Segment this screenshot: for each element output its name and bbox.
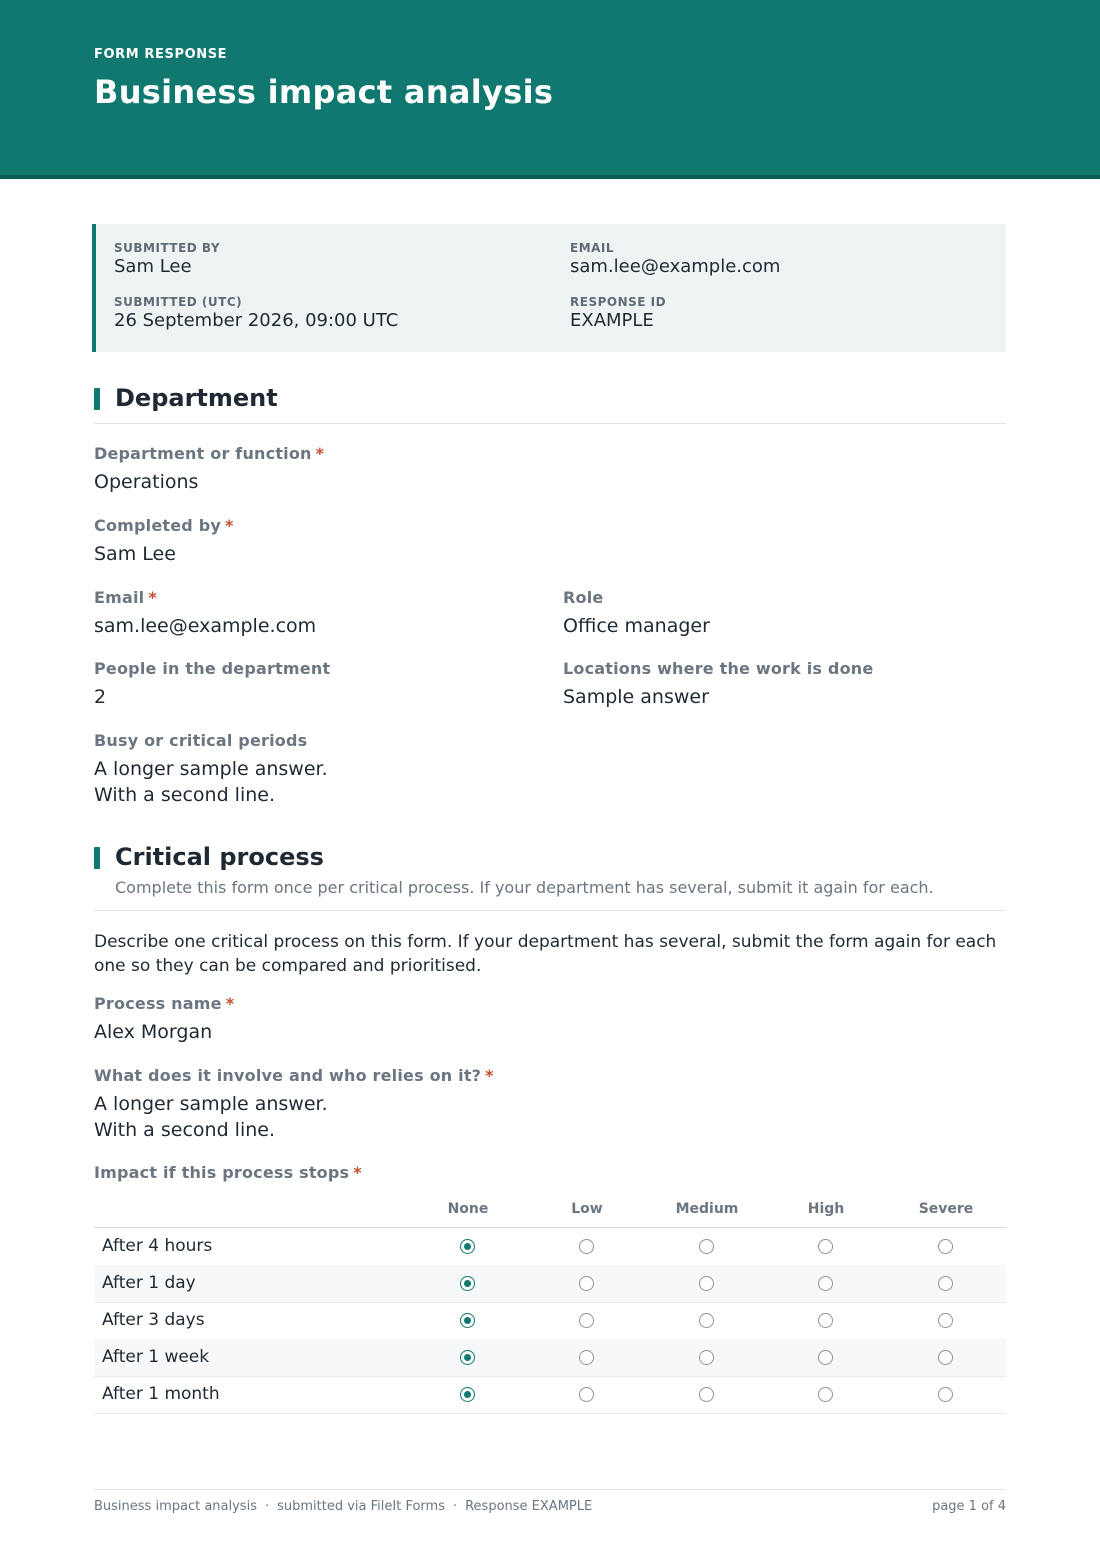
- field-label: Busy or critical periods: [94, 731, 308, 750]
- required-marker: *: [485, 1066, 494, 1085]
- field-department: [94, 444, 324, 495]
- required-marker: *: [225, 516, 234, 535]
- section-department: [94, 383, 1006, 424]
- impact-radio-low[interactable]: [579, 1350, 594, 1365]
- footer-via: submitted via FileIt Forms: [277, 1499, 445, 1514]
- page-footer: [94, 1489, 1006, 1514]
- impact-radio-severe[interactable]: [938, 1313, 953, 1328]
- impact-radio-low[interactable]: [579, 1239, 594, 1254]
- field-label: Department or function *: [94, 444, 325, 463]
- impact-radio-none[interactable]: [460, 1239, 475, 1254]
- impact-radio-none[interactable]: [460, 1387, 475, 1402]
- section-critical-process: [94, 843, 1006, 911]
- meta-value: EXAMPLE: [570, 310, 654, 331]
- impact-row: [94, 1228, 1006, 1266]
- impact-radio-high[interactable]: [818, 1239, 833, 1254]
- field-label: Locations where the work is done: [563, 659, 874, 678]
- field-label: Process name *: [94, 994, 235, 1013]
- field-completed-by: [94, 516, 234, 567]
- impact-row-label: After 1 month: [102, 1384, 220, 1404]
- meta-label: RESPONSE ID: [570, 295, 667, 309]
- meta-value: sam.lee@example.com: [570, 256, 781, 277]
- impact-radio-severe[interactable]: [938, 1387, 953, 1402]
- impact-radio-medium[interactable]: [699, 1387, 714, 1402]
- impact-radio-medium[interactable]: [699, 1313, 714, 1328]
- impact-radio-high[interactable]: [818, 1313, 833, 1328]
- field-value: A longer sample answer. With a second line.: [94, 1093, 328, 1141]
- impact-row-label: After 4 hours: [102, 1236, 213, 1256]
- impact-row-label: After 1 week: [102, 1347, 210, 1367]
- footer-response: Response EXAMPLE: [465, 1499, 593, 1514]
- field-involvement: [94, 1066, 494, 1143]
- meta-label: SUBMITTED (UTC): [114, 295, 243, 309]
- form-eyebrow: FORM RESPONSE: [94, 47, 228, 62]
- meta-label: SUBMITTED BY: [114, 241, 221, 255]
- submission-meta: [92, 224, 1006, 352]
- impact-radio-low[interactable]: [579, 1276, 594, 1291]
- section-title: Department: [115, 384, 278, 412]
- impact-radio-medium[interactable]: [699, 1276, 714, 1291]
- meta-value: Sam Lee: [114, 256, 192, 277]
- impact-radio-low[interactable]: [579, 1387, 594, 1402]
- field-label: Completed by *: [94, 516, 234, 535]
- meta-submitted-by: [114, 241, 220, 277]
- impact-row: [94, 1302, 1006, 1340]
- section-accent-bar: [94, 847, 100, 869]
- impact-radio-none[interactable]: [460, 1350, 475, 1365]
- field-label: Email *: [94, 588, 157, 607]
- meta-submitted-utc: [114, 295, 398, 331]
- header-banner: [0, 0, 1100, 179]
- footer-form-name: Business impact analysis: [94, 1499, 257, 1514]
- field-value: Operations: [94, 471, 199, 493]
- required-marker: *: [225, 994, 235, 1013]
- impact-row: [94, 1265, 1006, 1303]
- impact-radio-medium[interactable]: [699, 1350, 714, 1365]
- field-people: [94, 659, 330, 710]
- field-value: Office manager: [563, 615, 710, 637]
- impact-column-header: Low: [571, 1201, 603, 1217]
- field-value: Sam Lee: [94, 543, 176, 565]
- field-impact: [94, 1163, 362, 1182]
- impact-column-header: High: [807, 1201, 845, 1217]
- impact-grid-header: [94, 1192, 1006, 1228]
- impact-radio-severe[interactable]: [938, 1239, 953, 1254]
- required-marker: *: [315, 444, 325, 463]
- impact-row-label: After 1 day: [102, 1273, 196, 1293]
- impact-row: [94, 1376, 1006, 1414]
- field-role: [563, 588, 710, 639]
- impact-column-header: Medium: [675, 1201, 739, 1217]
- impact-radio-high[interactable]: [818, 1276, 833, 1291]
- meta-label: EMAIL: [570, 241, 615, 255]
- field-value: A longer sample answer. With a second line.: [94, 758, 328, 806]
- required-marker: *: [148, 588, 157, 607]
- impact-radio-low[interactable]: [579, 1313, 594, 1328]
- field-label: Role: [563, 588, 604, 607]
- field-process-name: [94, 994, 234, 1045]
- page-number: page 1 of 4: [932, 1499, 1006, 1514]
- page-title: Business impact analysis: [94, 73, 554, 111]
- field-email: [94, 588, 316, 639]
- field-value: 2: [94, 686, 107, 708]
- field-value: Alex Morgan: [94, 1021, 213, 1043]
- field-label: What does it involve and who relies on it? *: [94, 1066, 494, 1085]
- impact-column-header: Severe: [918, 1201, 974, 1217]
- required-marker: *: [353, 1163, 362, 1182]
- field-label: Impact if this process stops *: [94, 1163, 362, 1182]
- impact-radio-severe[interactable]: [938, 1350, 953, 1365]
- section-accent-bar: [94, 388, 100, 410]
- footer-separator: ·: [264, 1499, 270, 1514]
- section-intro: Describe one critical process on this form. If your department has several, submit the form again for each one so they can be compared and prioritised.: [94, 932, 997, 976]
- meta-email: [570, 241, 780, 277]
- impact-radio-severe[interactable]: [938, 1276, 953, 1291]
- impact-radio-medium[interactable]: [699, 1239, 714, 1254]
- impact-radio-high[interactable]: [818, 1387, 833, 1402]
- impact-radio-none[interactable]: [460, 1313, 475, 1328]
- field-label: People in the department: [94, 659, 331, 678]
- footer-separator: ·: [452, 1499, 458, 1514]
- field-locations: [563, 659, 873, 710]
- impact-row: [94, 1339, 1006, 1377]
- impact-column-header: None: [447, 1201, 489, 1217]
- impact-radio-high[interactable]: [818, 1350, 833, 1365]
- footer-info: [94, 1499, 592, 1514]
- section-description: Complete this form once per critical process. If your department has several, submit it again for each.: [115, 878, 934, 897]
- impact-row-label: After 3 days: [102, 1310, 205, 1330]
- meta-value: 26 September 2026, 09:00 UTC: [114, 310, 399, 331]
- impact-radio-none[interactable]: [460, 1276, 475, 1291]
- field-value: sam.lee@example.com: [94, 615, 317, 637]
- field-busy-periods: [94, 731, 328, 808]
- field-value: Sample answer: [563, 686, 709, 708]
- meta-response-id: [570, 295, 666, 331]
- section-title: Critical process: [115, 843, 324, 871]
